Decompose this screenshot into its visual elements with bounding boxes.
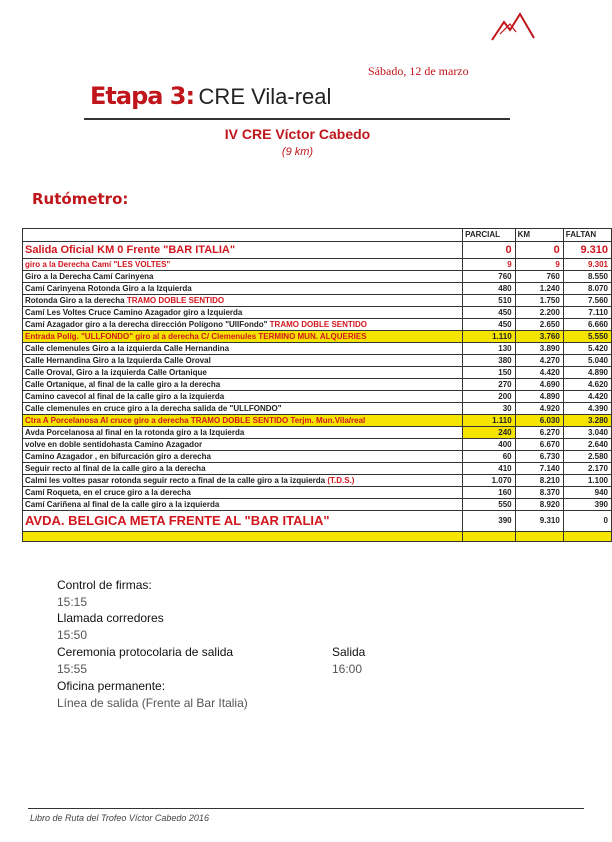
row-faltan: 2.170 [563,463,611,475]
row-faltan: 5.040 [563,355,611,367]
row-faltan: 7.110 [563,307,611,319]
row-description: Camí Cariñena al final de la calle giro a la izquierda [23,499,463,511]
oficina-label: Oficina permanente: [57,679,166,693]
row-note: TRAMO DOBLE SENTIDO [269,319,368,329]
row-parcial: 410 [463,463,516,475]
row-faltan: 3.040 [563,427,611,439]
row-km: 6.730 [515,451,563,463]
row-faltan: 1.100 [563,475,611,487]
row-description: Camí Carinyena Rotonda Giro a la Izquierda [23,283,463,295]
row-parcial: 550 [463,499,516,511]
header-km: KM [515,229,563,242]
row-parcial: 60 [463,451,516,463]
row-description: Camino Azagador , en bifurcación giro a derecha [23,451,463,463]
row-km: 1.750 [515,295,563,307]
table-row [23,367,612,379]
row-km: 4.420 [515,367,563,379]
row-faltan: 8.070 [563,283,611,295]
row-faltan: 6.660 [563,319,611,331]
row-text: Calmi les voltes pasar rotonda seguir recto a final de la calle giro a la izquierda [25,475,326,485]
header-parcial: PARCIAL [463,229,516,242]
row-km: 4.920 [515,403,563,415]
row-description: giro a la Derecha Camí "LES VOLTES" [23,259,463,271]
section-heading: Rutómetro: [32,190,129,208]
row-description: AVDA. BELGICA META FRENTE AL "BAR ITALIA" [23,511,463,532]
row-km: 8.920 [515,499,563,511]
row-parcial: 400 [463,439,516,451]
table-row [23,271,612,283]
table-row [23,379,612,391]
row-parcial: 270 [463,379,516,391]
row-description: Salida Oficial KM 0 Frente "BAR ITALIA" [23,242,463,259]
header-blank [23,229,463,242]
header-faltan: FALTAN [563,229,611,242]
row-description: Giro a la Derecha Camí Carinyena [23,271,463,283]
row-km: 1.240 [515,283,563,295]
table-row [23,403,612,415]
row-faltan: 5.420 [563,343,611,355]
row-km: 2.200 [515,307,563,319]
row-description: Entrada Políg. "ULLFONDO" giro al a derecha C/ Clemenules TERMINO MUN. ALQUERIES [23,331,463,343]
title-divider [84,118,510,120]
row-faltan: 4.420 [563,391,611,403]
band-cell [463,532,516,542]
row-description: Calle Oroval, Giro a la izquierda Calle Ortanique [23,367,463,379]
table-row [23,259,612,271]
row-faltan: 3.280 [563,415,611,427]
row-parcial: 760 [463,271,516,283]
row-parcial: 450 [463,319,516,331]
table-row [23,415,612,427]
table-row [23,487,612,499]
row-description: Ctra A Porcelanosa Al cruce giro a derecha TRAMO DOBLE SENTIDO Terjm. Mun.Vila/real [23,415,463,427]
table-row [23,283,612,295]
row-description: Camí Roqueta, en el cruce giro a la derecha [23,487,463,499]
row-note: TRAMO DOBLE SENTIDO [126,295,225,305]
row-km: 4.690 [515,379,563,391]
row-faltan: 4.390 [563,403,611,415]
ceremonia-label: Ceremonia protocolaria de salida [57,645,234,659]
row-parcial: 30 [463,403,516,415]
row-km: 0 [515,242,563,259]
table-row [23,295,612,307]
table-row [23,463,612,475]
row-faltan: 7.560 [563,295,611,307]
row-parcial: 450 [463,307,516,319]
row-parcial: 480 [463,283,516,295]
row-km: 3.890 [515,343,563,355]
row-parcial: 130 [463,343,516,355]
band-cell [563,532,611,542]
row-faltan: 4.620 [563,379,611,391]
row-parcial: 1.110 [463,415,516,427]
row-parcial: 1.070 [463,475,516,487]
row-parcial: 240 [463,427,516,439]
table-header [23,229,612,242]
row-km: 7.140 [515,463,563,475]
row-km: 2.650 [515,319,563,331]
row-km: 9.310 [515,511,563,532]
table-row [23,499,612,511]
table-row [23,331,612,343]
table-row [23,511,612,532]
row-description: Calle Ortanique, al final de la calle giro a la derecha [23,379,463,391]
row-parcial: 380 [463,355,516,367]
table-row [23,343,612,355]
row-km: 8.210 [515,475,563,487]
row-faltan: 2.580 [563,451,611,463]
row-description: Camino cavecol al final de la calle giro a la izquierda [23,391,463,403]
row-faltan: 9.301 [563,259,611,271]
table-row [23,427,612,439]
row-description: Camí Les Voltes Cruce Camino Azagador giro a Izquierda [23,307,463,319]
row-parcial: 390 [463,511,516,532]
salida-label: Salida [332,645,366,659]
table-row [23,439,612,451]
table-row [23,475,612,487]
row-parcial: 160 [463,487,516,499]
table-row [23,391,612,403]
row-faltan: 0 [563,511,611,532]
row-parcial: 510 [463,295,516,307]
ceremonia-time: 15:55 [57,662,88,676]
row-description [23,295,463,307]
row-text: Rotonda Giro a la derecha [25,295,125,305]
stage-date: Sábado, 12 de marzo [368,64,469,78]
salida-time: 16:00 [332,662,363,676]
table-row [23,355,612,367]
row-faltan: 390 [563,499,611,511]
table-row [23,307,612,319]
mountain-logo-icon [490,10,536,42]
footer-text: Libro de Ruta del Trofeo Víctor Cabedo 2016 [30,813,209,823]
row-description: Avda Porcelanosa al final en la rotonda giro a la Izquierda [23,427,463,439]
row-km: 6.270 [515,427,563,439]
table-row [23,242,612,259]
row-km: 9 [515,259,563,271]
row-km: 4.890 [515,391,563,403]
table-footer-band [23,532,612,542]
stage-number: Etapa 3: [90,82,195,110]
row-parcial: 150 [463,367,516,379]
row-km: 760 [515,271,563,283]
footer-divider [28,808,584,809]
row-description: Calle Hernandina Giro a la Izquierda Calle Oroval [23,355,463,367]
row-description [23,475,463,487]
row-km: 3.760 [515,331,563,343]
band-cell [515,532,563,542]
llamada-label: Llamada corredores [57,611,164,625]
row-faltan: 4.890 [563,367,611,379]
row-km: 6.030 [515,415,563,427]
row-faltan: 2.640 [563,439,611,451]
row-parcial: 200 [463,391,516,403]
race-subtitle: IV CRE Víctor Cabedo [224,126,371,142]
row-description: Calle clemenules Giro a la izquierda Calle Hernandina [23,343,463,355]
page-title [90,82,331,110]
table-row [23,319,612,331]
row-note: (T.D.S.) [327,475,355,485]
row-description: Calle clemenules en cruce giro a la derecha salida de "ULLFONDO" [23,403,463,415]
control-time: 15:15 [57,595,88,609]
row-faltan: 8.550 [563,271,611,283]
row-faltan: 940 [563,487,611,499]
stage-name: CRE Vila-real [198,84,332,109]
row-parcial: 9 [463,259,516,271]
row-description: Seguir recto al final de la calle giro a la derecha [23,463,463,475]
row-faltan: 5.550 [563,331,611,343]
row-km: 4.270 [515,355,563,367]
llamada-time: 15:50 [57,628,88,642]
row-faltan: 9.310 [563,242,611,259]
band-cell [23,532,463,542]
row-parcial: 0 [463,242,516,259]
row-text: Camí Azagador giro a la derecha dirección Polígono "UllFondo" [25,319,268,329]
row-km: 6.670 [515,439,563,451]
row-km: 8.370 [515,487,563,499]
row-description: volve en doble sentidohasta Camino Azagador [23,439,463,451]
row-description [23,319,463,331]
row-parcial: 1.110 [463,331,516,343]
oficina-value: Línea de salida (Frente al Bar Italia) [57,696,248,710]
table-row [23,451,612,463]
race-distance: (9 km) [281,146,314,158]
control-label: Control de firmas: [57,578,152,592]
route-table [22,228,608,566]
